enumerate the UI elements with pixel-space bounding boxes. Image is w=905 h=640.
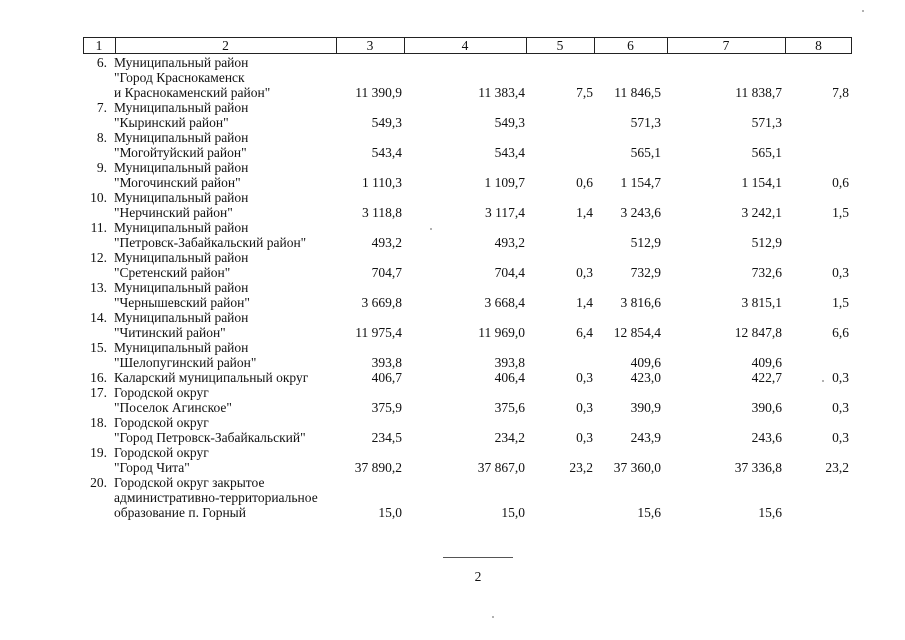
row-number: 18. — [90, 415, 107, 430]
municipality-name-line: и Краснокаменский район" — [114, 85, 271, 100]
row-number: 19. — [90, 445, 107, 460]
value-c5: 1,4 — [576, 205, 593, 220]
value-c4: 406,4 — [494, 370, 525, 385]
value-c7: 3 815,1 — [741, 295, 782, 310]
value-c6: 409,6 — [630, 355, 661, 370]
municipality-name-line: Городской округ — [114, 445, 209, 460]
row-number: 16. — [90, 370, 107, 385]
footer-rule — [443, 557, 513, 558]
value-c6: 732,9 — [630, 265, 661, 280]
municipality-name-line: "Город Петровск-Забайкальский" — [114, 430, 306, 445]
value-c7: 565,1 — [751, 145, 782, 160]
value-c4: 11 969,0 — [478, 325, 525, 340]
municipality-name-line: "Поселок Агинское" — [114, 400, 232, 415]
scan-speck — [862, 10, 864, 12]
municipality-name-line: Муниципальный район — [114, 100, 249, 115]
value-c7: 409,6 — [751, 355, 782, 370]
value-c8: 0,3 — [832, 430, 849, 445]
value-c7: 390,6 — [751, 400, 782, 415]
value-c7: 243,6 — [751, 430, 782, 445]
value-c6: 243,9 — [630, 430, 661, 445]
value-c4: 704,4 — [494, 265, 525, 280]
value-c6: 11 846,5 — [614, 85, 661, 100]
municipality-name-line: "Чернышевский район" — [114, 295, 250, 310]
column-header-2: 2 — [222, 38, 229, 53]
value-c3: 375,9 — [371, 400, 402, 415]
value-c7: 512,9 — [751, 235, 782, 250]
column-header-6: 6 — [627, 38, 634, 53]
municipality-name-line: "Могойтуйский район" — [114, 145, 247, 160]
value-c8: 1,5 — [832, 205, 849, 220]
row-number: 13. — [90, 280, 107, 295]
value-c3: 11 975,4 — [355, 325, 402, 340]
row-number: 8. — [96, 130, 107, 145]
municipality-name-line: Городской округ — [114, 415, 209, 430]
row-number: 12. — [90, 250, 107, 265]
value-c8: 0,3 — [832, 400, 849, 415]
value-c6: 37 360,0 — [613, 460, 661, 475]
value-c6: 15,6 — [637, 505, 661, 520]
value-c4: 543,4 — [494, 145, 525, 160]
value-c3: 704,7 — [371, 265, 402, 280]
value-c3: 549,3 — [371, 115, 402, 130]
value-c6: 512,9 — [630, 235, 661, 250]
value-c8: 0,3 — [832, 370, 849, 385]
value-c5: 0,3 — [576, 370, 593, 385]
value-c4: 393,8 — [494, 355, 525, 370]
value-c3: 3 118,8 — [362, 205, 402, 220]
value-c5: 0,3 — [576, 265, 593, 280]
value-c5: 6,4 — [576, 325, 593, 340]
row-number: 11. — [90, 220, 107, 235]
scan-speck — [430, 228, 432, 230]
municipality-name-line: "Город Краснокаменск — [114, 70, 245, 85]
value-c3: 543,4 — [371, 145, 402, 160]
municipality-name-line: Муниципальный район — [114, 160, 249, 175]
municipality-name-line: "Кыринский район" — [114, 115, 229, 130]
value-c4: 15,0 — [501, 505, 525, 520]
value-c3: 15,0 — [378, 505, 402, 520]
value-c8: 0,6 — [832, 175, 849, 190]
value-c6: 423,0 — [630, 370, 661, 385]
value-c6: 1 154,7 — [620, 175, 661, 190]
municipality-name-line: Городской округ закрытое — [114, 475, 265, 490]
value-c4: 1 109,7 — [484, 175, 525, 190]
value-c8: 23,2 — [825, 460, 849, 475]
value-c4: 234,2 — [494, 430, 525, 445]
value-c4: 493,2 — [494, 235, 525, 250]
value-c7: 37 336,8 — [734, 460, 782, 475]
municipality-name-line: административно-территориальное — [114, 490, 318, 505]
municipality-name-line: "Сретенский район" — [114, 265, 231, 280]
column-header-3: 3 — [366, 38, 374, 53]
value-c8: 6,6 — [832, 325, 849, 340]
value-c3: 234,5 — [371, 430, 402, 445]
value-c6: 3 243,6 — [620, 205, 661, 220]
column-header-7: 7 — [722, 38, 730, 53]
value-c5: 23,2 — [569, 460, 593, 475]
value-c5: 0,3 — [576, 430, 593, 445]
value-c7: 422,7 — [751, 370, 782, 385]
municipality-name-line: образование п. Горный — [114, 505, 246, 520]
row-number: 15. — [90, 340, 107, 355]
row-number: 10. — [90, 190, 107, 205]
municipality-name-line: "Петровск-Забайкальский район" — [114, 235, 307, 250]
municipality-name-line: "Читинский район" — [114, 325, 226, 340]
municipality-name-line: Муниципальный район — [114, 220, 249, 235]
value-c3: 393,8 — [371, 355, 402, 370]
value-c4: 3 668,4 — [484, 295, 525, 310]
value-c7: 12 847,8 — [734, 325, 782, 340]
value-c6: 571,3 — [630, 115, 661, 130]
value-c3: 493,2 — [371, 235, 402, 250]
value-c3: 11 390,9 — [355, 85, 402, 100]
value-c7: 3 242,1 — [741, 205, 782, 220]
municipality-name-line: "Могочинский район" — [114, 175, 241, 190]
row-number: 17. — [90, 385, 107, 400]
municipality-name-line: Городской округ — [114, 385, 209, 400]
value-c3: 1 110,3 — [362, 175, 402, 190]
value-c3: 406,7 — [371, 370, 402, 385]
value-c4: 11 383,4 — [478, 85, 525, 100]
value-c5: 1,4 — [576, 295, 593, 310]
value-c7: 1 154,1 — [741, 175, 782, 190]
value-c7: 732,6 — [751, 265, 782, 280]
row-number: 6. — [96, 55, 107, 70]
value-c8: 7,8 — [832, 85, 849, 100]
column-header-8: 8 — [815, 38, 822, 53]
municipality-name-line: Муниципальный район — [114, 340, 249, 355]
municipality-name-line: Муниципальный район — [114, 190, 249, 205]
column-header-5: 5 — [556, 38, 564, 53]
value-c4: 549,3 — [494, 115, 525, 130]
value-c6: 565,1 — [630, 145, 661, 160]
value-c7: 11 838,7 — [735, 85, 782, 100]
value-c5: 0,3 — [576, 400, 593, 415]
municipality-name-line: "Шелопугинский район" — [114, 355, 257, 370]
row-number: 9. — [96, 160, 107, 175]
value-c4: 37 867,0 — [477, 460, 525, 475]
value-c8: 1,5 — [832, 295, 849, 310]
row-number: 20. — [90, 475, 107, 490]
municipality-name-line: Каларский муниципальный округ — [114, 370, 309, 385]
value-c4: 3 117,4 — [485, 205, 525, 220]
column-header-1: 1 — [95, 38, 103, 53]
column-header-4: 4 — [461, 38, 469, 53]
value-c3: 37 890,2 — [354, 460, 402, 475]
value-c5: 0,6 — [576, 175, 593, 190]
value-c6: 3 816,6 — [620, 295, 661, 310]
row-number: 14. — [90, 310, 107, 325]
municipality-name-line: Муниципальный район — [114, 310, 249, 325]
scan-speck — [492, 616, 494, 618]
municipality-name-line: Муниципальный район — [114, 280, 249, 295]
municipality-name-line: Муниципальный район — [114, 130, 249, 145]
municipality-name-line: Муниципальный район — [114, 55, 249, 70]
scan-speck — [822, 380, 824, 382]
municipality-name-line: "Город Чита" — [114, 460, 190, 475]
value-c8: 0,3 — [832, 265, 849, 280]
value-c7: 571,3 — [751, 115, 782, 130]
value-c3: 3 669,8 — [361, 295, 402, 310]
value-c6: 390,9 — [630, 400, 661, 415]
municipality-name-line: "Нерчинский район" — [114, 205, 233, 220]
value-c7: 15,6 — [758, 505, 782, 520]
page-number: 2 — [474, 569, 482, 584]
value-c6: 12 854,4 — [613, 325, 661, 340]
value-c4: 375,6 — [494, 400, 525, 415]
municipality-name-line: Муниципальный район — [114, 250, 249, 265]
row-number: 7. — [96, 100, 107, 115]
value-c5: 7,5 — [576, 85, 593, 100]
